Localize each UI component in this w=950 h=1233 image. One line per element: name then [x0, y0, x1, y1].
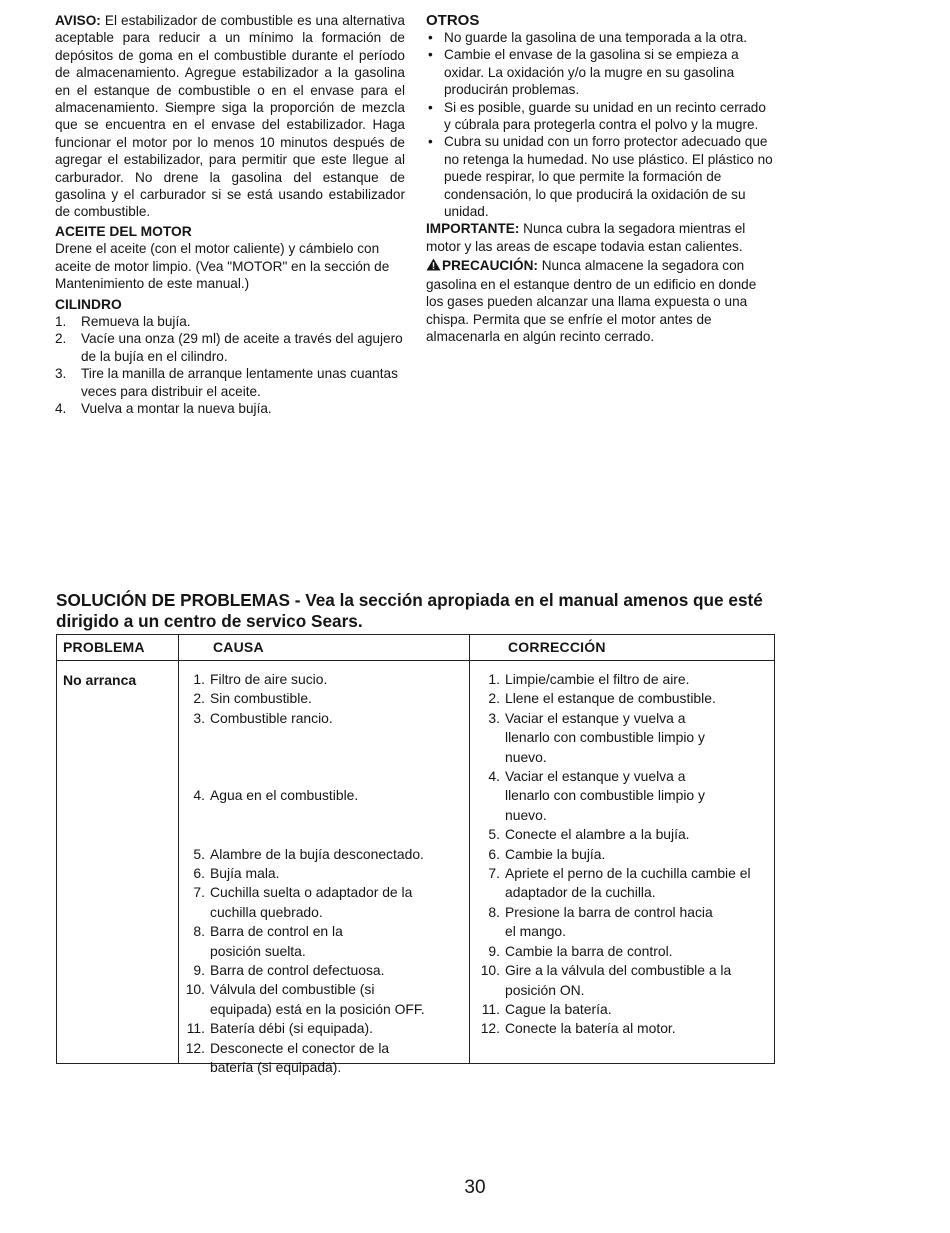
aviso-text: El estabilizador de combustible es una alternativa aceptable para reducir a un mínimo la formación de depósitos de goma en el combustible durante el período de almacenamiento. Agregue estabilizador a la gasolina en el estanque de combustible o en el envase para el almacenamiento. Siempre siga la proporción de mezcla que se encuentra en el envase del estabilizador. Haga funcionar el motor por lo menos 10 minutos después de agregar el estabilizador, para permitir que este llegue al carburador. No drene la gasolina del estanque de gasolina y el carburador si se está usando estabilizador de combustible. — [55, 13, 405, 220]
list-item — [426, 99, 776, 134]
step-number: 4. — [55, 400, 67, 416]
row-number: 10. — [185, 981, 205, 998]
table-row — [478, 689, 773, 708]
page-number: 30 — [464, 1177, 486, 1198]
cause-text: Filtro de aire sucio. — [210, 671, 328, 687]
bullet-text: Cambie el envase de la gasolina si se empieza a oxidar. La oxidación y/o la mugre en su gasolina producirán problemas. — [444, 47, 739, 98]
right-column — [426, 12, 776, 345]
column-divider — [178, 635, 179, 1063]
list-item — [55, 330, 405, 365]
precaucion-paragraph — [426, 257, 776, 345]
table-row — [478, 845, 773, 864]
row-number: 3. — [193, 709, 205, 726]
row-number: 2. — [193, 690, 205, 707]
row-number: 6. — [193, 865, 205, 881]
list-item — [55, 313, 405, 330]
row-number: 1. — [488, 671, 500, 687]
table-row — [183, 845, 473, 864]
importante-paragraph — [426, 220, 776, 255]
cause-text: Barra de control en la posición suelta. — [210, 923, 343, 959]
correction-text: Llene el estanque de combustible. — [505, 690, 716, 707]
table-row — [478, 670, 773, 689]
step-text: Remueva la bujía. — [81, 313, 191, 329]
aviso-label: AVISO: — [55, 13, 101, 28]
row-number: 3. — [488, 709, 500, 726]
importante-label: IMPORTANTE: — [426, 221, 520, 237]
header-problema: PROBLEMA — [63, 639, 145, 655]
table-row — [478, 864, 773, 903]
table-row — [478, 1000, 773, 1019]
correction-text: Cague la batería. — [505, 1000, 612, 1017]
precaucion-label: PRECAUCIÓN: — [442, 258, 538, 274]
bullet-icon: • — [428, 99, 433, 115]
list-item — [426, 133, 776, 220]
step-text: Vacíe una onza (29 ml) de aceite a través del agujero de la bujía en el cilindro. — [81, 331, 403, 364]
table-row — [478, 825, 773, 844]
troubleshooting-title: SOLUCIÓN DE PROBLEMAS - Vea la sección apropiada en el manual amenos que esté dirigido a un centro de servico Sears. — [56, 590, 763, 631]
list-item — [426, 29, 776, 46]
table-row — [183, 864, 473, 883]
cilindro-steps — [55, 313, 405, 417]
aviso-paragraph — [55, 12, 405, 221]
table-row — [478, 709, 773, 767]
cause-text: Válvula del combustible (si equipada) está en la posición OFF. — [210, 981, 425, 1017]
cause-text: Alambre de la bujía desconectado. — [210, 845, 424, 862]
row-number: 12. — [480, 1020, 500, 1037]
cause-text: Desconecte el conector de la batería (si equipada). — [210, 1039, 390, 1076]
correction-text: Presione la barra de control hacia el mango. — [505, 903, 713, 940]
table-row — [478, 1019, 773, 1038]
row-number: 7. — [488, 865, 500, 882]
correction-text: Conecte el alambre a la bujía. — [505, 826, 690, 843]
header-correccion: CORRECCIÓN — [508, 639, 606, 655]
header-causa: CAUSA — [213, 639, 264, 655]
row-number: 11. — [481, 1000, 500, 1017]
table-row — [183, 980, 473, 1019]
step-number: 2. — [55, 331, 67, 347]
list-item — [55, 365, 405, 400]
otros-heading: OTROS — [426, 12, 480, 29]
bullet-text: Cubra su unidad con un forro protector adecuado que no retenga la humedad. No use plástico. El plástico no puede respirar, lo que permite la formación de condensación, lo que producirá la oxidación de su unidad. — [444, 134, 773, 220]
otros-bullets — [426, 29, 776, 220]
row-number: 7. — [193, 884, 205, 901]
row-number: 10. — [480, 962, 500, 979]
table-row — [183, 1019, 473, 1038]
table-row — [478, 767, 773, 825]
cause-column — [183, 670, 473, 1077]
header-divider — [57, 660, 774, 661]
problem-cell: No arranca — [63, 672, 137, 688]
list-item — [55, 400, 405, 417]
bullet-text: No guarde la gasolina de una temporada a la otra. — [444, 30, 748, 45]
step-text: Tire la manilla de arranque lentamente unas cuantas veces para distribuir el aceite. — [81, 366, 398, 399]
table-row — [183, 1039, 473, 1078]
row-number: 11. — [186, 1020, 205, 1037]
row-number: 2. — [488, 690, 500, 707]
step-number: 3. — [55, 366, 67, 382]
correction-text: Cambie la barra de control. — [505, 942, 673, 959]
bullet-icon: • — [428, 30, 433, 45]
step-number: 1. — [55, 313, 67, 329]
correction-text: Cambie la bujía. — [505, 845, 606, 862]
bullet-icon: • — [428, 134, 433, 150]
cause-text: Bujía mala. — [210, 865, 280, 881]
table-row — [478, 942, 773, 961]
cause-text: Combustible rancio. — [210, 709, 333, 726]
row-number: 12. — [185, 1039, 205, 1056]
list-item — [426, 46, 776, 98]
importante-text: Nunca cubra la segadora mientras el motor y las areas de escape todavia estan calientes. — [426, 221, 746, 254]
table-row — [183, 709, 473, 787]
cause-text: Sin combustible. — [210, 690, 312, 707]
cause-text: Barra de control defectuosa. — [210, 962, 385, 979]
row-number: 9. — [488, 942, 500, 959]
correction-text: Gire a la válvula del combustible a la posición ON. — [505, 962, 732, 998]
row-number: 9. — [193, 962, 205, 979]
table-row — [183, 883, 473, 922]
row-number: 8. — [488, 903, 500, 920]
table-row — [183, 922, 473, 961]
left-column — [55, 12, 405, 417]
cause-text: Batería débi (si equipada). — [210, 1020, 373, 1037]
correction-text: Apriete el perno de la cuchilla cambie el adaptador de la cuchilla. — [505, 865, 751, 901]
table-row — [478, 903, 773, 942]
precaucion-text: Nunca almacene la segadora con gasolina en el estanque dentro de un edificio en donde los gases pueden alcanzar una llama expuesta o una chispa. Permita que se enfríe el motor antes de almacenarla en algún recinto cerrado. — [426, 258, 757, 344]
correction-text: Conecte la batería al motor. — [505, 1020, 676, 1037]
correction-text: Vaciar el estanque y vuelva a llenarlo con combustible limpio y nuevo. — [505, 709, 705, 765]
row-number: 8. — [193, 923, 205, 940]
correction-column — [478, 670, 773, 1039]
row-number: 5. — [488, 826, 500, 843]
row-number: 4. — [488, 768, 500, 785]
troubleshooting-table — [56, 634, 775, 1076]
step-text: Vuelva a montar la nueva bujía. — [81, 400, 272, 416]
correction-text: Vaciar el estanque y vuelva a llenarlo con combustible limpio y nuevo. — [505, 768, 705, 823]
cause-text: Cuchilla suelta o adaptador de la cuchilla quebrado. — [210, 884, 413, 920]
cilindro-heading: CILINDRO — [55, 296, 122, 312]
bullet-icon: • — [428, 47, 433, 63]
row-number: 6. — [488, 845, 500, 862]
correction-text: Limpie/cambie el filtro de aire. — [505, 671, 690, 687]
aceite-heading: ACEITE DEL MOTOR — [55, 223, 192, 239]
table-row — [183, 689, 473, 708]
bullet-text: Si es posible, guarde su unidad en un recinto cerrado y cúbrala para protegerla contra el polvo y la mugre. — [444, 99, 766, 133]
row-number: 4. — [193, 787, 205, 804]
table-row — [183, 786, 473, 844]
cause-text: Agua en el combustible. — [210, 787, 359, 804]
table-row — [478, 961, 773, 1000]
table-row — [183, 670, 473, 689]
aceite-paragraph: Drene el aceite (con el motor caliente) y cámbielo con aceite de motor limpio. (Vea "MOTOR" en la sección de Mantenimiento de este manual.) — [55, 241, 390, 292]
row-number: 1. — [193, 671, 205, 687]
warning-triangle-icon — [426, 258, 441, 275]
row-number: 5. — [193, 845, 205, 862]
table-row — [183, 961, 473, 980]
